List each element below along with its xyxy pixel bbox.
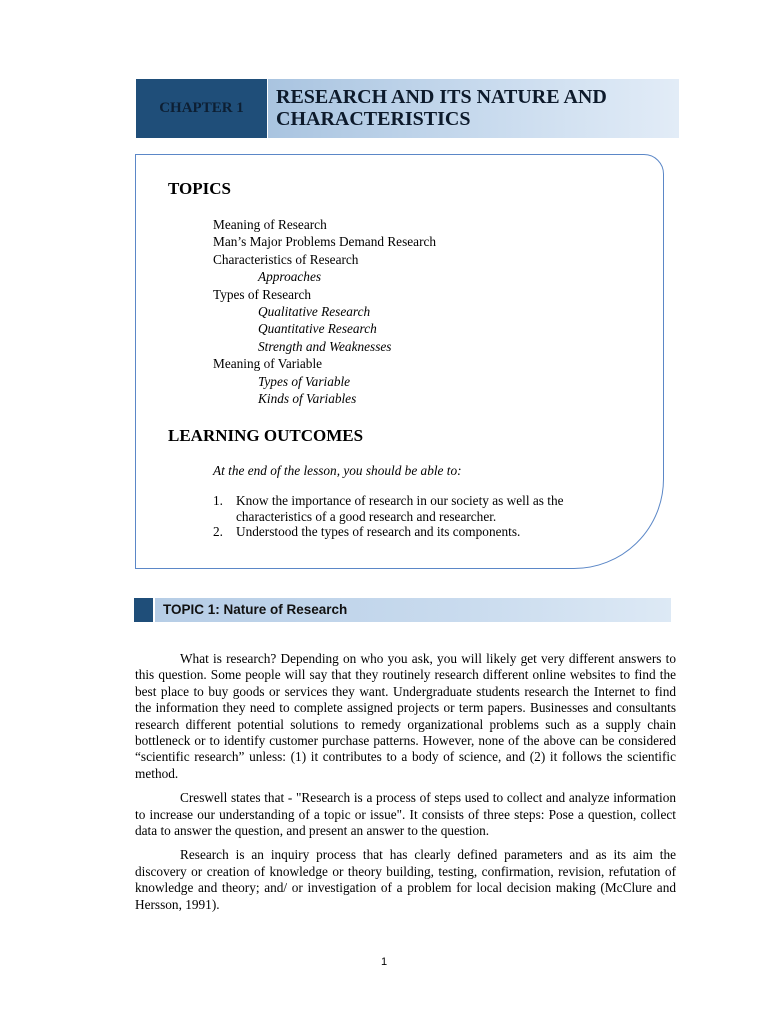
topic-marker bbox=[134, 598, 153, 622]
topics-heading: TOPICS bbox=[168, 179, 231, 198]
body-paragraph: Research is an inquiry process that has clearly defined parameters and as its aim the discovery or creation of knowledge or theory building, testing, confirmation, revision, refutation of knowledge and theory; and/ or investigation of a problem for local decision making (McClure and Hersson, 1991). bbox=[135, 847, 676, 912]
learning-outcome-text: Know the importance of research in our society as well as the characteristics of a good research and researcher. bbox=[236, 493, 564, 524]
topic-subitem: Types of Variable bbox=[258, 373, 351, 389]
topics-list bbox=[213, 216, 436, 407]
topic-subitem: Quantitative Research bbox=[258, 321, 377, 337]
topic-item: Characteristics of Research bbox=[213, 251, 359, 267]
learning-outcomes-heading: LEARNING OUTCOMES bbox=[168, 426, 364, 445]
topic-item: Meaning of Variable bbox=[213, 356, 323, 372]
learning-outcome-number: 2. bbox=[213, 524, 223, 539]
topic-subitem: Qualitative Research bbox=[258, 304, 371, 320]
page-number: 1 bbox=[380, 956, 388, 968]
body-paragraph: Creswell states that - "Research is a process of steps used to collect and analyze information to increase our understanding of a topic or issue". It consists of three steps: Pose a question, collect data to answer the question, and present an answer to the question. bbox=[135, 790, 676, 839]
chapter-label: CHAPTER 1 bbox=[159, 100, 244, 116]
topic-item: Types of Research bbox=[213, 286, 312, 302]
learning-outcomes-list bbox=[213, 493, 613, 540]
topic-subitem: Approaches bbox=[258, 269, 322, 285]
chapter-title-line1: RESEARCH AND ITS NATURE AND bbox=[276, 86, 607, 108]
chapter-title bbox=[276, 86, 607, 130]
learning-outcome-item bbox=[213, 493, 613, 524]
learning-outcomes-intro: At the end of the lesson, you should be able to: bbox=[213, 463, 462, 478]
chapter-label-box bbox=[136, 79, 267, 138]
topic-subitem: Strength and Weaknesses bbox=[258, 338, 392, 354]
body-text bbox=[135, 651, 676, 921]
learning-outcome-item bbox=[213, 524, 613, 540]
chapter-title-box bbox=[268, 79, 679, 138]
topic-item: Man’s Major Problems Demand Research bbox=[213, 234, 437, 250]
topic-subitem: Kinds of Variables bbox=[258, 391, 357, 407]
body-paragraph: What is research? Depending on who you ask, you will likely get very different answers to this question. Some people will say that they routinely research different online websites to find the best place to buy goods or services they want. Undergraduate students research the Internet to find the information they need to complete assigned projects or term papers. Businesses and consultants research different potential solutions to remedy organizational problems such as a supply chain bottleneck or to identify customer purchase patterns. However, none of the above can be considered “scientific research” unless: (1) it contributes to a body of science, and (2) it follows the scientific method. bbox=[135, 651, 676, 781]
topic-title: TOPIC 1: Nature of Research bbox=[163, 602, 348, 617]
chapter-title-line2: CHARACTERISTICS bbox=[276, 108, 471, 130]
learning-outcome-number: 1. bbox=[213, 493, 223, 508]
topic-item: Meaning of Research bbox=[213, 217, 327, 232]
learning-outcome-text: Understood the types of research and its components. bbox=[236, 524, 521, 539]
topic-banner bbox=[155, 598, 671, 622]
